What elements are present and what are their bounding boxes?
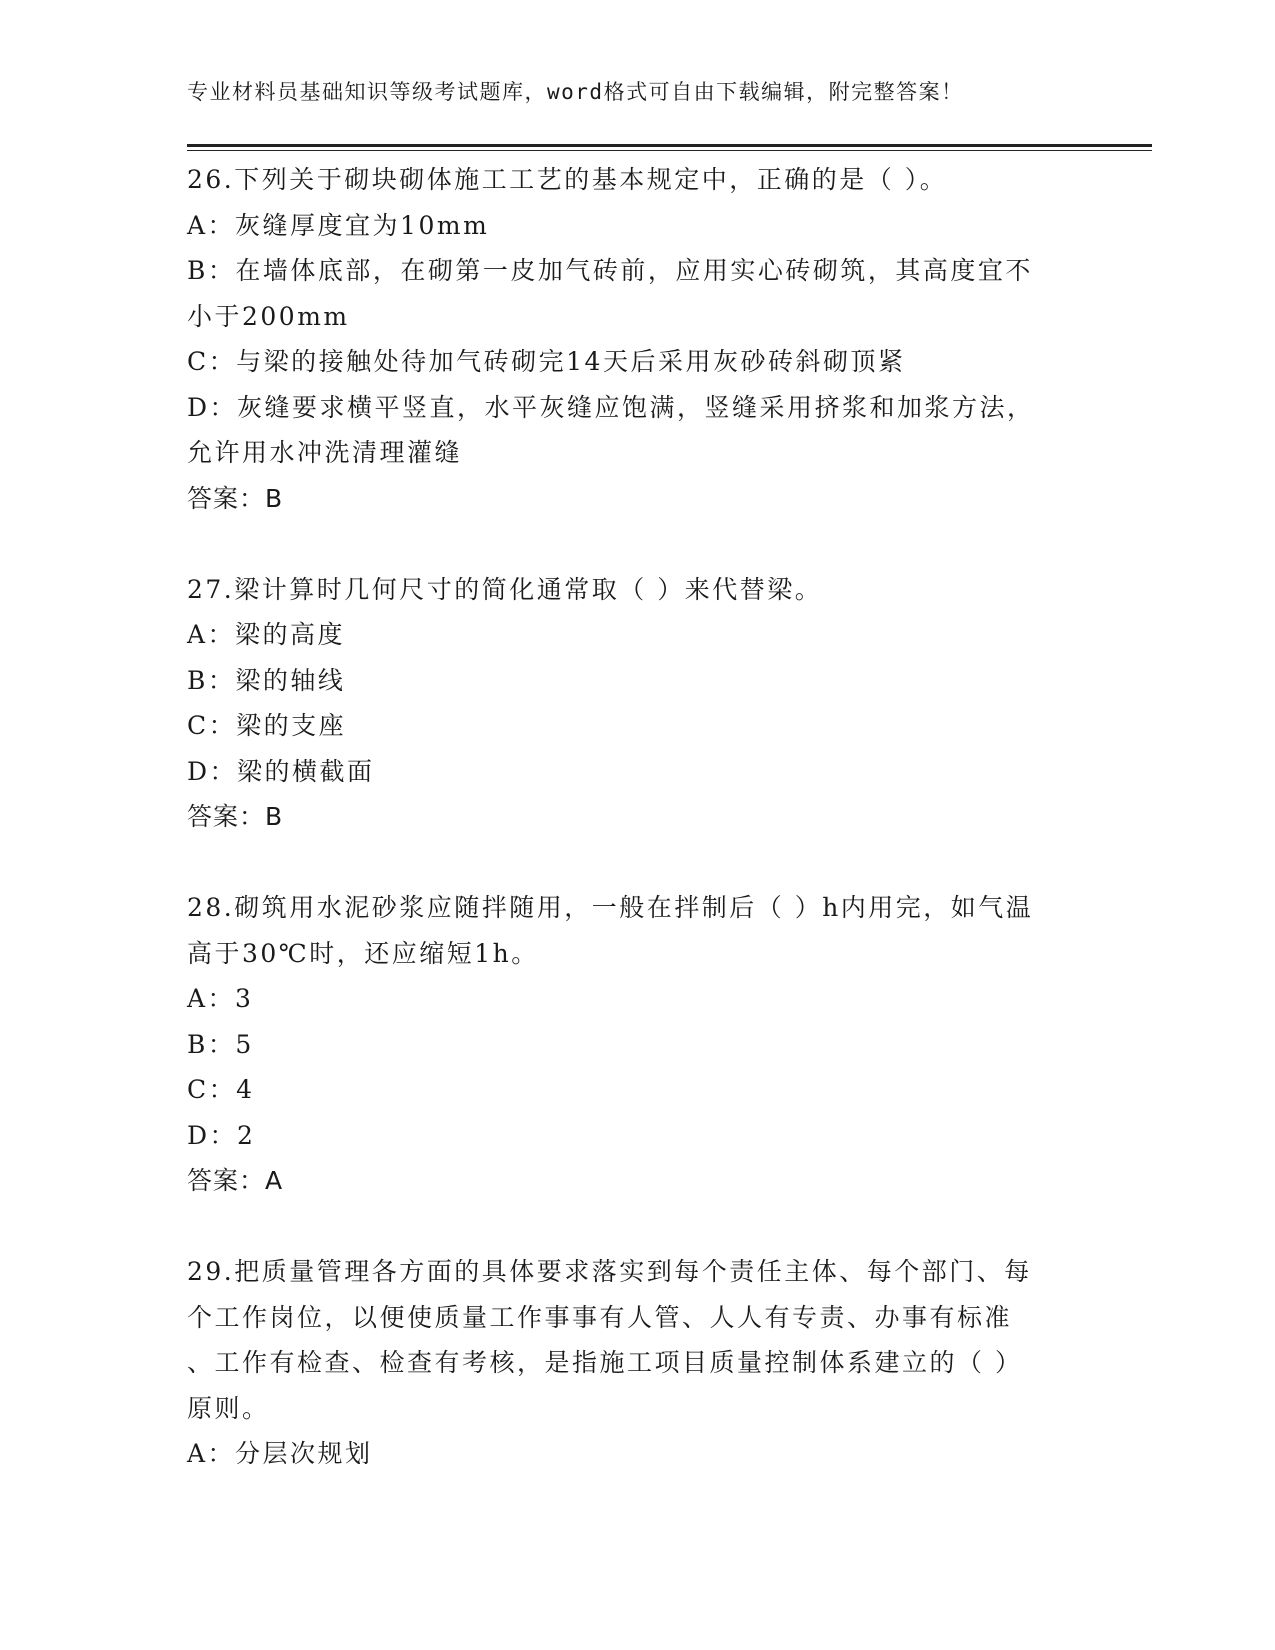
option-c: C：与梁的接触处待加气砖砌完14天后采用灰砂砖斜砌顶紧 — [187, 347, 906, 376]
option-a: A：分层次规划 — [187, 1439, 373, 1468]
question-stem-continued: 个工作岗位，以便使质量工作事事有人管、人人有专责、办事有标准 — [187, 1302, 1013, 1332]
option-a: A：3 — [187, 984, 254, 1013]
header-divider-thick — [187, 144, 1152, 147]
question-stem-continued: 、工作有检查、检查有考核，是指施工项目质量控制体系建立的（ ） — [187, 1348, 1023, 1377]
header-divider-thin — [187, 150, 1152, 151]
question-stem: 27.梁计算时几何尺寸的简化通常取（ ）来代替梁。 — [187, 574, 823, 604]
question-list — [187, 157, 1087, 1522]
answer: 答案：B — [187, 802, 284, 831]
page-header: 专业材料员基础知识等级考试题库，word格式可自由下载编辑，附完整答案！ — [187, 80, 964, 104]
question-28 — [187, 885, 1087, 1204]
question-27 — [187, 567, 1087, 840]
question-stem: 28.砌筑用水泥砂浆应随拌随用，一般在拌制后（ ）h内用完，如气温 — [187, 893, 1034, 922]
option-c: C：梁的支座 — [187, 711, 347, 740]
option-a: A：灰缝厚度宜为10mm — [187, 210, 490, 240]
question-stem-continued: 高于30℃时，还应缩短1h。 — [187, 938, 539, 968]
question-29 — [187, 1249, 1087, 1477]
option-b: B：5 — [187, 1029, 254, 1059]
answer: 答案：B — [187, 483, 284, 513]
answer: 答案：A — [187, 1166, 284, 1195]
option-b: B：在墙体底部，在砌第一皮加气砖前，应用实心砖砌筑，其高度宜不 — [187, 256, 1033, 285]
option-c: C：4 — [187, 1075, 255, 1104]
option-b-continued: 小于200mm — [187, 301, 350, 331]
question-26 — [187, 157, 1087, 521]
option-d: D：梁的横截面 — [187, 756, 375, 786]
option-a: A：梁的高度 — [187, 620, 346, 649]
option-b: B：梁的轴线 — [187, 665, 346, 695]
question-stem: 26.下列关于砌块砌体施工工艺的基本规定中，正确的是（ ）。 — [187, 165, 948, 194]
option-d-continued: 允许用水冲洗清理灌缝 — [187, 438, 463, 467]
option-d: D：2 — [187, 1120, 256, 1150]
question-stem-continued: 原则。 — [187, 1393, 270, 1423]
option-d: D：灰缝要求横平竖直，水平灰缝应饱满，竖缝采用挤浆和加浆方法， — [187, 392, 1035, 422]
question-stem: 29.把质量管理各方面的具体要求落实到每个责任主体、每个部门、每 — [187, 1257, 1032, 1286]
